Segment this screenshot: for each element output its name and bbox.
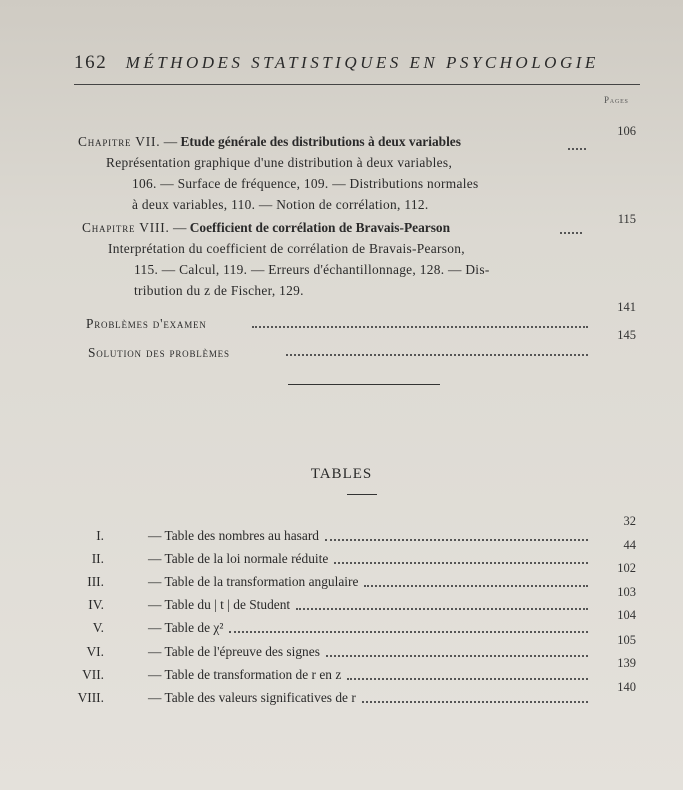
table-page: 139 [617, 656, 636, 670]
chapter-heading [82, 220, 450, 236]
table-number: VIII. [77, 690, 104, 705]
chapter-description [108, 238, 490, 301]
exam-problems-label: Problèmes d'examen [86, 316, 207, 331]
solutions-page: 145 [617, 328, 636, 342]
description-line: 115. — Calcul, 119. — Erreurs d'échantillonnage, 128. — Dis- [134, 262, 490, 277]
chapter-label: Chapitre VII. [78, 134, 161, 149]
table-label: — Table de l'épreuve des signes [148, 644, 320, 659]
running-title: MÉTHODES STATISTIQUES EN PSYCHOLOGIE [125, 53, 599, 72]
leader-dots [286, 354, 588, 356]
tables-heading-rule [347, 494, 377, 495]
chapter-page: 106 [617, 124, 636, 138]
table-number: VI. [86, 644, 104, 659]
table-page: 32 [623, 514, 636, 528]
table-page: 104 [617, 608, 636, 622]
chapter-description [106, 152, 479, 215]
chapter-title: Coefficient de corrélation de Bravais-Pearson [189, 220, 451, 235]
table-number: IV. [88, 597, 104, 612]
leader-dots [296, 608, 588, 610]
table-label: — Table de χ² [148, 620, 224, 635]
chapter-dash: — [163, 134, 178, 149]
description-line: 106. — Surface de fréquence, 109. — Distributions normales [132, 176, 479, 191]
table-number: I. [96, 528, 104, 543]
table-label: — Table du | t | de Student [148, 597, 291, 612]
leader-dots [560, 232, 582, 234]
table-page: 103 [617, 584, 636, 599]
chapter-heading [78, 134, 461, 150]
leader-dots [347, 678, 588, 680]
leader-dots [229, 631, 588, 633]
leader-dots [325, 539, 588, 541]
chapter-title: Etude générale des distributions à deux variables [180, 134, 461, 149]
chapter-page: 115 [617, 212, 636, 226]
table-number: VII. [82, 667, 104, 682]
leader-dots [326, 655, 588, 657]
table-number: V. [92, 620, 104, 635]
description-line: Représentation graphique d'une distribution à deux variables, [106, 155, 453, 170]
table-page: 140 [617, 679, 636, 694]
table-page: 102 [617, 561, 636, 575]
table-label: — Table des valeurs significatives de r [148, 690, 356, 705]
solutions-label: Solution des problèmes [88, 345, 230, 360]
description-line: à deux variables, 110. — Notion de corrélation, 112. [132, 197, 429, 212]
chapter-label: Chapitre VIII. [82, 220, 170, 235]
leader-dots [362, 701, 588, 703]
leader-dots [334, 562, 588, 564]
table-page: 105 [617, 632, 636, 647]
leader-dots [364, 585, 588, 587]
table-page: 44 [623, 537, 636, 552]
description-line: tribution du z de Fischer, 129. [134, 283, 304, 298]
chapter-dash: — [173, 220, 187, 235]
header-rule [74, 84, 640, 85]
page-number: 162 [74, 52, 108, 73]
running-header [74, 52, 640, 74]
table-label: — Table de la loi normale réduite [148, 551, 329, 566]
table-number: II. [91, 551, 104, 566]
table-number: III. [87, 574, 104, 589]
tables-heading: TABLES [310, 466, 373, 482]
table-label: — Table de transformation de r en z [148, 667, 342, 682]
description-line: Interprétation du coefficient de corrélation de Bravais-Pearson, [108, 241, 465, 256]
pages-column-label: Pages [604, 95, 629, 105]
section-divider [288, 384, 440, 385]
table-label: — Table des nombres au hasard [148, 528, 319, 543]
leader-dots [252, 326, 588, 328]
leader-dots [568, 148, 586, 150]
table-label: — Table de la transformation angulaire [148, 574, 359, 589]
exam-problems-page: 141 [617, 300, 636, 314]
